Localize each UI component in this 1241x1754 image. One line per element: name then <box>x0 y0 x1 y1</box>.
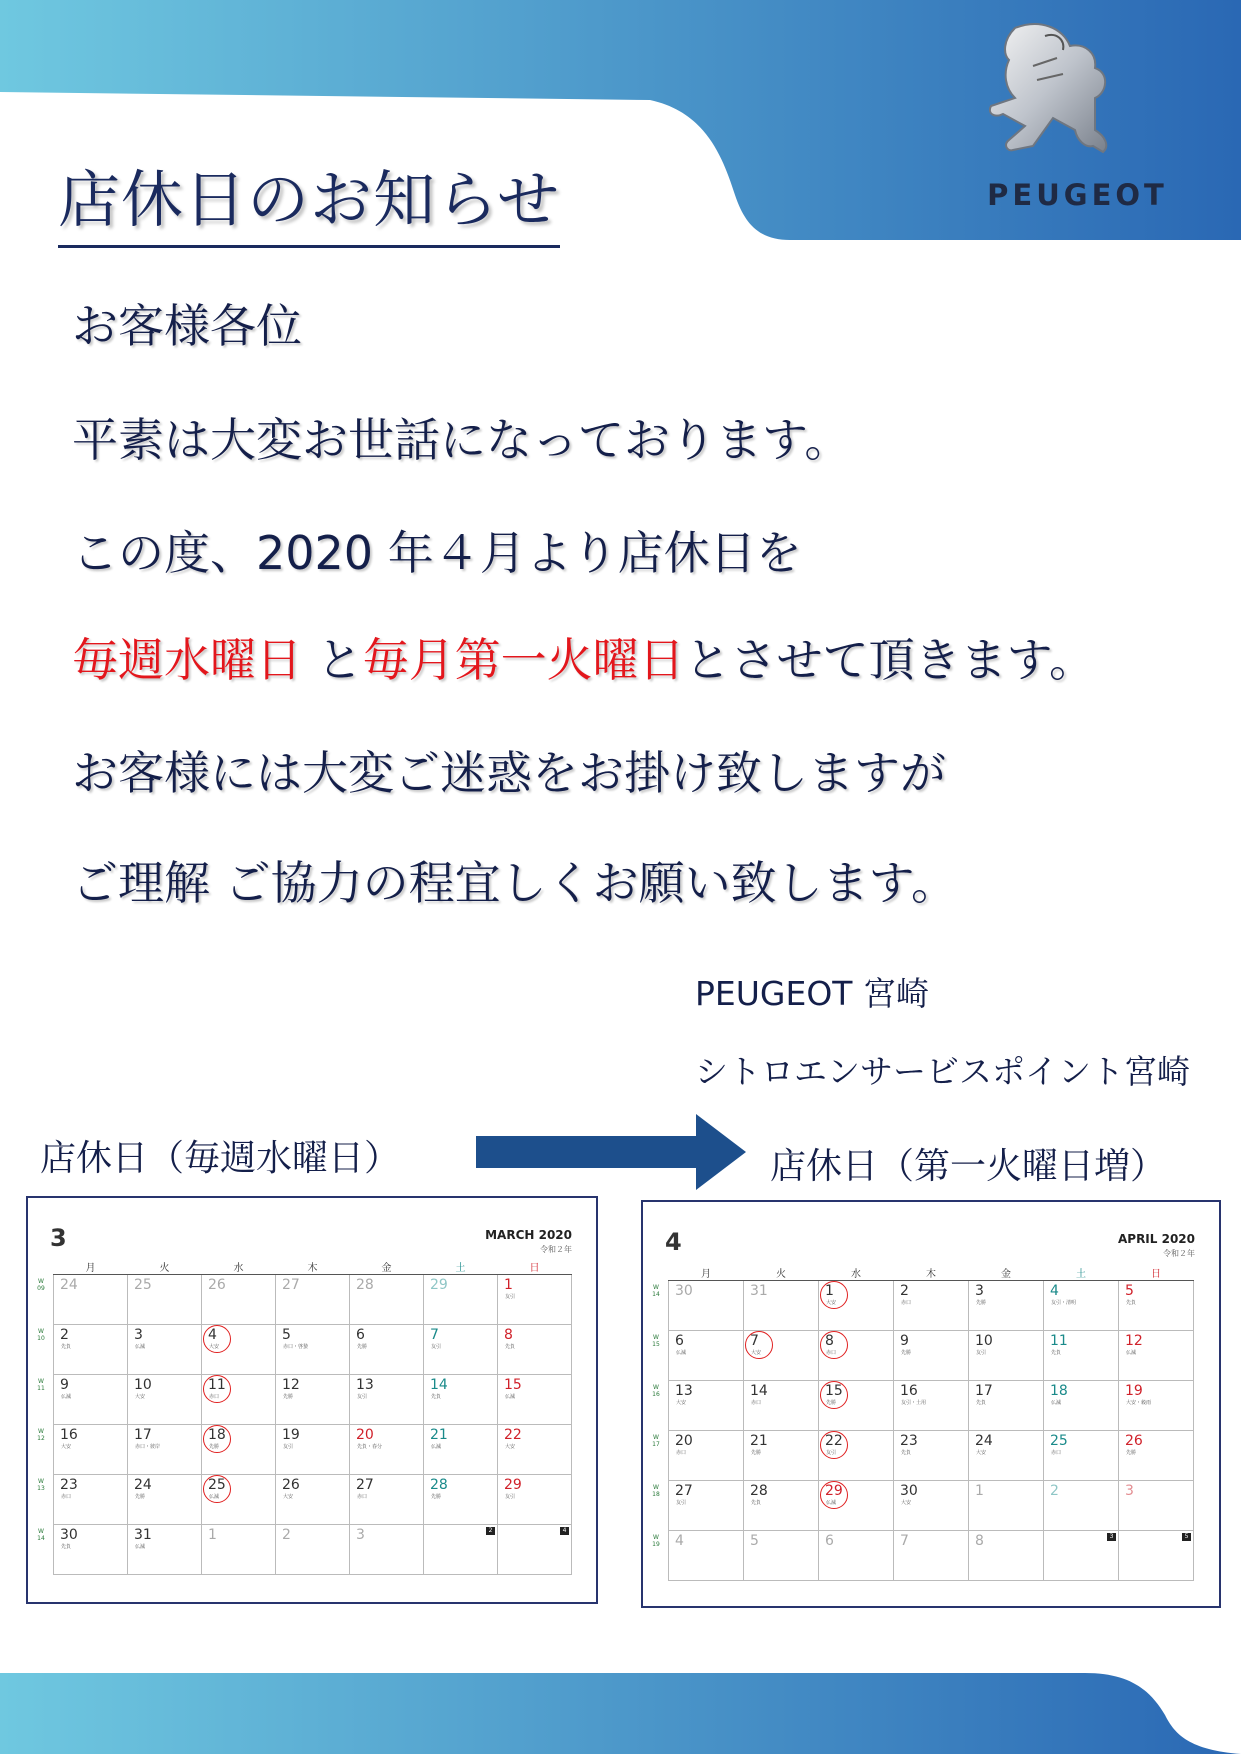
day-number: 25 <box>1050 1433 1068 1449</box>
day-number: 22 <box>504 1427 522 1443</box>
rokuyo-label: 赤口・彼岸 <box>135 1444 161 1450</box>
weekday-header: 月 <box>669 1264 744 1281</box>
week-number: W 15 <box>652 1334 660 1348</box>
body-line-5: ご理解 ご協力の程宜しくお願い致します。 <box>72 856 957 910</box>
rokuyo-label: 大安 <box>676 1400 687 1406</box>
day-number: 28 <box>750 1483 768 1499</box>
rokuyo-label: 友引 <box>826 1450 837 1456</box>
rokuyo-label: 赤口 <box>357 1494 368 1500</box>
calendar-day <box>424 1275 498 1325</box>
day-number: 2 <box>900 1283 909 1299</box>
weekday-header: 土 <box>424 1258 498 1275</box>
greeting: お客様各位 <box>72 299 302 353</box>
week-number: W 13 <box>37 1478 45 1492</box>
day-number: 8 <box>825 1333 834 1349</box>
rokuyo-label: 大安 <box>976 1450 987 1456</box>
calendar-day <box>1044 1281 1119 1331</box>
calendar-day <box>744 1381 819 1431</box>
calendar-month-name: APRIL 2020 <box>1117 1232 1195 1246</box>
rokuyo-label: 仏滅 <box>1051 1400 1062 1406</box>
weekday-header: 日 <box>1119 1264 1194 1281</box>
calendar-grid <box>668 1264 1194 1581</box>
calendar-day <box>669 1281 744 1331</box>
calendar-day <box>276 1475 350 1525</box>
day-number: 10 <box>975 1333 993 1349</box>
day-number: 14 <box>430 1377 448 1393</box>
calendar-day <box>424 1325 498 1375</box>
day-number: 7 <box>900 1533 909 1549</box>
calendar-month-number: 3 <box>50 1224 67 1252</box>
calendar-era: 令和２年 <box>1163 1249 1195 1258</box>
day-number: 12 <box>282 1377 300 1393</box>
calendar-day <box>128 1325 202 1375</box>
day-number: 1 <box>975 1483 984 1499</box>
mini-month-badge: 4 <box>560 1527 569 1535</box>
calendar-day <box>350 1475 424 1525</box>
calendar-day <box>54 1275 128 1325</box>
rokuyo-label: 大安 <box>901 1500 912 1506</box>
calendar-day-closed <box>202 1375 276 1425</box>
day-number: 15 <box>825 1383 843 1399</box>
day-number: 28 <box>356 1277 374 1293</box>
mini-month-badge: 5 <box>1182 1533 1191 1541</box>
calendar-week-row <box>669 1531 1194 1581</box>
day-number: 1 <box>504 1277 513 1293</box>
calendar-day <box>969 1481 1044 1531</box>
calendar-day <box>276 1325 350 1375</box>
calendar-day-closed <box>819 1381 894 1431</box>
bottom-banner <box>0 1665 1241 1754</box>
weekday-header: 木 <box>894 1264 969 1281</box>
day-number: 4 <box>208 1327 217 1343</box>
rokuyo-label: 先勝 <box>283 1394 294 1400</box>
weekday-header: 金 <box>350 1258 424 1275</box>
calendar-day <box>1119 1331 1194 1381</box>
calendar-day-closed <box>819 1431 894 1481</box>
day-number: 16 <box>60 1427 78 1443</box>
rokuyo-label: 先勝 <box>751 1450 762 1456</box>
day-number: 26 <box>208 1277 226 1293</box>
weekday-header: 日 <box>498 1258 572 1275</box>
day-number: 19 <box>1125 1383 1143 1399</box>
calendar-week-row <box>669 1481 1194 1531</box>
calendar-day <box>498 1325 572 1375</box>
day-number: 18 <box>1050 1383 1068 1399</box>
day-number: 24 <box>134 1477 152 1493</box>
day-number: 3 <box>356 1527 365 1543</box>
day-number: 20 <box>356 1427 374 1443</box>
rokuyo-label: 赤口 <box>901 1300 912 1306</box>
week-number: W 09 <box>37 1278 45 1292</box>
calendar-day <box>498 1475 572 1525</box>
day-number: 9 <box>900 1333 909 1349</box>
calendar-day <box>350 1325 424 1375</box>
brand-wordmark: PEUGEOT <box>987 178 1168 212</box>
calendar-day <box>54 1475 128 1525</box>
calendar-week-row <box>669 1331 1194 1381</box>
calendar-day <box>54 1325 128 1375</box>
calendar-day-closed <box>744 1331 819 1381</box>
rokuyo-label: 仏滅 <box>826 1500 837 1506</box>
calendar-day <box>202 1525 276 1575</box>
rokuyo-label: 仏滅 <box>505 1394 516 1400</box>
day-number: 6 <box>675 1333 684 1349</box>
closed-every-wednesday: 毎週水曜日 <box>72 633 302 687</box>
calendar-day-closed <box>819 1481 894 1531</box>
calendar-day <box>744 1431 819 1481</box>
calendar-day <box>894 1431 969 1481</box>
calendar-week-row <box>669 1381 1194 1431</box>
calendar-week-row <box>54 1425 572 1475</box>
rokuyo-label: 赤口 <box>676 1450 687 1456</box>
calendar-day <box>276 1425 350 1475</box>
calendar-week-row <box>669 1431 1194 1481</box>
calendar-day <box>894 1381 969 1431</box>
day-number: 20 <box>675 1433 693 1449</box>
rokuyo-label: 赤口 <box>61 1494 72 1500</box>
day-number: 8 <box>504 1327 513 1343</box>
calendar-day <box>969 1331 1044 1381</box>
week-number: W 14 <box>37 1528 45 1542</box>
day-number: 27 <box>356 1477 374 1493</box>
day-number: 16 <box>900 1383 918 1399</box>
day-number: 5 <box>1125 1283 1134 1299</box>
rokuyo-label: 大安 <box>135 1394 146 1400</box>
rokuyo-label: 仏滅 <box>61 1394 72 1400</box>
calendar-day <box>350 1275 424 1325</box>
rokuyo-label: 大安 <box>505 1444 516 1450</box>
day-number: 29 <box>430 1277 448 1293</box>
calendar-day <box>894 1531 969 1581</box>
body-line-1: 平素は大変お世話になっております。 <box>72 413 851 467</box>
calendar-day <box>54 1525 128 1575</box>
day-number: 3 <box>1125 1483 1134 1499</box>
rokuyo-label: 先負 <box>61 1544 72 1550</box>
calendar-day <box>669 1481 744 1531</box>
rokuyo-label: 赤口 <box>751 1400 762 1406</box>
calendar-week-row <box>54 1475 572 1525</box>
calendar-april <box>641 1200 1221 1608</box>
calendar-day <box>894 1331 969 1381</box>
rokuyo-label: 友引 <box>976 1350 987 1356</box>
day-number: 6 <box>825 1533 834 1549</box>
calendar-day <box>969 1281 1044 1331</box>
week-number: W 19 <box>652 1534 660 1548</box>
calendar-day <box>1044 1481 1119 1531</box>
rokuyo-label: 先負 <box>1126 1300 1137 1306</box>
rokuyo-label: 先勝 <box>357 1344 368 1350</box>
rokuyo-label: 大安 <box>61 1444 72 1450</box>
rokuyo-label: 先負 <box>751 1500 762 1506</box>
rokuyo-label: 先負 <box>1051 1350 1062 1356</box>
calendar-day <box>128 1475 202 1525</box>
calendar-day <box>498 1275 572 1325</box>
calendar-day <box>1119 1481 1194 1531</box>
calendar-day <box>669 1531 744 1581</box>
day-number: 26 <box>1125 1433 1143 1449</box>
week-number: W 18 <box>652 1484 660 1498</box>
day-number: 2 <box>282 1527 291 1543</box>
rokuyo-label: 先負 <box>901 1450 912 1456</box>
rokuyo-label: 友引 <box>505 1494 516 1500</box>
rokuyo-label: 先勝 <box>826 1400 837 1406</box>
rokuyo-label: 赤口 <box>826 1350 837 1356</box>
day-number: 23 <box>900 1433 918 1449</box>
body-line-4: お客様には大変ご迷惑をお掛け致しますが <box>72 746 946 800</box>
day-number: 31 <box>750 1283 768 1299</box>
rokuyo-label: 大安 <box>826 1300 837 1306</box>
calendar-day <box>669 1331 744 1381</box>
week-number: W 12 <box>37 1428 45 1442</box>
rokuyo-label: 友引・清明 <box>1051 1300 1077 1306</box>
rokuyo-label: 先勝 <box>209 1444 220 1450</box>
page-title: 店休日のお知らせ <box>58 150 560 248</box>
rokuyo-label: 友引 <box>676 1500 687 1506</box>
calendar-day-closed <box>202 1325 276 1375</box>
calendar-day <box>894 1481 969 1531</box>
rokuyo-label: 先勝 <box>976 1300 987 1306</box>
rokuyo-label: 仏滅 <box>135 1344 146 1350</box>
day-number: 26 <box>282 1477 300 1493</box>
weekday-header: 金 <box>969 1264 1044 1281</box>
calendar-month-name: MARCH 2020 <box>485 1228 572 1242</box>
day-number: 4 <box>1050 1283 1059 1299</box>
rokuyo-label: 友引・土用 <box>901 1400 927 1406</box>
caption-before: 店休日（毎週水曜日） <box>40 1138 401 1179</box>
rokuyo-label: 仏滅 <box>135 1544 146 1550</box>
calendar-week-row <box>54 1275 572 1325</box>
week-number: W 14 <box>652 1284 660 1298</box>
weekday-header: 土 <box>1044 1264 1119 1281</box>
calendar-day-closed <box>819 1331 894 1381</box>
calendar-day <box>276 1275 350 1325</box>
calendar-day <box>969 1381 1044 1431</box>
weekday-header: 火 <box>744 1264 819 1281</box>
calendar-grid <box>53 1258 572 1575</box>
week-number: W 11 <box>37 1378 45 1392</box>
calendar-day-closed <box>819 1281 894 1331</box>
day-number: 24 <box>975 1433 993 1449</box>
day-number: 12 <box>1125 1333 1143 1349</box>
calendar-day <box>424 1375 498 1425</box>
rokuyo-label: 先勝 <box>135 1494 146 1500</box>
day-number: 30 <box>60 1527 78 1543</box>
day-number: 13 <box>675 1383 693 1399</box>
body-line-3 <box>72 624 1095 690</box>
calendar-day-closed <box>202 1425 276 1475</box>
day-number: 5 <box>750 1533 759 1549</box>
calendar-day <box>498 1375 572 1425</box>
day-number: 7 <box>750 1333 759 1349</box>
mini-calendar <box>424 1525 498 1575</box>
day-number: 2 <box>1050 1483 1059 1499</box>
weekday-header: 木 <box>276 1258 350 1275</box>
calendar-day <box>744 1481 819 1531</box>
mini-month-badge: 3 <box>1107 1533 1116 1541</box>
week-number: W 17 <box>652 1434 660 1448</box>
calendar-day <box>969 1531 1044 1581</box>
calendar-day <box>1119 1381 1194 1431</box>
weekday-header: 水 <box>202 1258 276 1275</box>
mini-calendar <box>1044 1531 1119 1581</box>
day-number: 19 <box>282 1427 300 1443</box>
day-number: 17 <box>975 1383 993 1399</box>
rokuyo-label: 大安・穀雨 <box>1126 1400 1152 1406</box>
rokuyo-label: 仏滅 <box>431 1444 442 1450</box>
day-number: 1 <box>825 1283 834 1299</box>
day-number: 27 <box>282 1277 300 1293</box>
day-number: 25 <box>208 1477 226 1493</box>
day-number: 1 <box>208 1527 217 1543</box>
body-line-2: この度、2020 年４月より店休日を <box>72 526 802 580</box>
day-number: 31 <box>134 1527 152 1543</box>
calendar-day <box>1044 1381 1119 1431</box>
weekday-header: 月 <box>54 1258 128 1275</box>
calendar-day <box>202 1275 276 1325</box>
calendar-day <box>128 1525 202 1575</box>
calendar-day <box>1044 1431 1119 1481</box>
rokuyo-label: 先負・春分 <box>357 1444 383 1450</box>
right-arrow-icon <box>476 1114 746 1190</box>
weekday-header: 水 <box>819 1264 894 1281</box>
rokuyo-label: 赤口 <box>209 1394 220 1400</box>
day-number: 30 <box>675 1283 693 1299</box>
calendar-day <box>350 1525 424 1575</box>
closed-first-tuesday: 毎月第一火曜日 <box>362 633 685 687</box>
day-number: 5 <box>282 1327 291 1343</box>
calendar-day <box>969 1431 1044 1481</box>
day-number: 28 <box>430 1477 448 1493</box>
calendar-day <box>1119 1281 1194 1331</box>
rokuyo-label: 先勝 <box>901 1350 912 1356</box>
day-number: 14 <box>750 1383 768 1399</box>
day-number: 23 <box>60 1477 78 1493</box>
rokuyo-label: 仏滅 <box>676 1350 687 1356</box>
calendar-day <box>54 1425 128 1475</box>
day-number: 6 <box>356 1327 365 1343</box>
weekday-header: 火 <box>128 1258 202 1275</box>
rokuyo-label: 大安 <box>751 1350 762 1356</box>
day-number: 25 <box>134 1277 152 1293</box>
calendar-day <box>819 1531 894 1581</box>
rokuyo-label: 先負 <box>505 1344 516 1350</box>
day-number: 24 <box>60 1277 78 1293</box>
calendar-day <box>424 1425 498 1475</box>
calendar-day <box>128 1425 202 1475</box>
rokuyo-label: 先負 <box>431 1394 442 1400</box>
calendar-day <box>744 1281 819 1331</box>
rokuyo-label: 友引 <box>283 1444 294 1450</box>
day-number: 18 <box>208 1427 226 1443</box>
rokuyo-label: 先負 <box>61 1344 72 1350</box>
calendar-day <box>1044 1331 1119 1381</box>
calendar-week-row <box>669 1281 1194 1331</box>
day-number: 29 <box>825 1483 843 1499</box>
day-number: 29 <box>504 1477 522 1493</box>
day-number: 3 <box>134 1327 143 1343</box>
day-number: 8 <box>975 1533 984 1549</box>
calendar-era: 令和２年 <box>540 1245 572 1254</box>
day-number: 17 <box>134 1427 152 1443</box>
day-number: 11 <box>1050 1333 1068 1349</box>
rokuyo-label: 仏滅 <box>1126 1350 1137 1356</box>
calendar-day <box>54 1375 128 1425</box>
day-number: 3 <box>975 1283 984 1299</box>
rokuyo-label: 大安 <box>209 1344 220 1350</box>
mini-month-badge: 2 <box>486 1527 495 1535</box>
calendar-march <box>26 1196 598 1604</box>
rokuyo-label: 先勝 <box>431 1494 442 1500</box>
shop-name-citroen: シトロエンサービスポイント宮崎 <box>695 1052 1190 1091</box>
mini-calendar <box>1119 1531 1194 1581</box>
calendar-day <box>350 1425 424 1475</box>
day-number: 11 <box>208 1377 226 1393</box>
day-number: 22 <box>825 1433 843 1449</box>
rokuyo-label: 友引 <box>357 1394 368 1400</box>
calendar-day <box>498 1425 572 1475</box>
day-number: 2 <box>60 1327 69 1343</box>
day-number: 7 <box>430 1327 439 1343</box>
day-number: 4 <box>675 1533 684 1549</box>
day-number: 27 <box>675 1483 693 1499</box>
day-number: 9 <box>60 1377 69 1393</box>
mini-calendar <box>498 1525 572 1575</box>
rokuyo-label: 先勝 <box>1126 1450 1137 1456</box>
calendar-day <box>350 1375 424 1425</box>
shop-name-peugeot: PEUGEOT 宮崎 <box>695 974 929 1013</box>
calendar-day <box>669 1381 744 1431</box>
calendar-day <box>1119 1431 1194 1481</box>
week-number: W 10 <box>37 1328 45 1342</box>
day-number: 13 <box>356 1377 374 1393</box>
body-line-3-end: とさせて頂きます。 <box>684 633 1095 687</box>
day-number: 21 <box>430 1427 448 1443</box>
calendar-month-number: 4 <box>665 1228 682 1256</box>
calendar-week-row <box>54 1525 572 1575</box>
day-number: 21 <box>750 1433 768 1449</box>
rokuyo-label: 仏滅 <box>209 1494 220 1500</box>
week-number: W 16 <box>652 1384 660 1398</box>
calendar-day-closed <box>202 1475 276 1525</box>
day-number: 10 <box>134 1377 152 1393</box>
calendar-week-row <box>54 1375 572 1425</box>
calendar-day <box>128 1375 202 1425</box>
calendar-day <box>276 1375 350 1425</box>
rokuyo-label: 友引 <box>505 1294 516 1300</box>
calendar-day <box>744 1531 819 1581</box>
rokuyo-label: 赤口・啓蟄 <box>283 1344 309 1350</box>
calendar-week-row <box>54 1325 572 1375</box>
rokuyo-label: 友引 <box>431 1344 442 1350</box>
caption-after: 店休日（第一火曜日増） <box>770 1146 1167 1187</box>
rokuyo-label: 先負 <box>976 1400 987 1406</box>
calendar-day <box>424 1475 498 1525</box>
calendar-day <box>276 1525 350 1575</box>
calendar-day <box>669 1431 744 1481</box>
day-number: 15 <box>504 1377 522 1393</box>
calendar-day <box>894 1281 969 1331</box>
rokuyo-label: 大安 <box>283 1494 294 1500</box>
calendar-day <box>128 1275 202 1325</box>
conjunction: と <box>316 633 363 687</box>
day-number: 30 <box>900 1483 918 1499</box>
rokuyo-label: 赤口 <box>1051 1450 1062 1456</box>
